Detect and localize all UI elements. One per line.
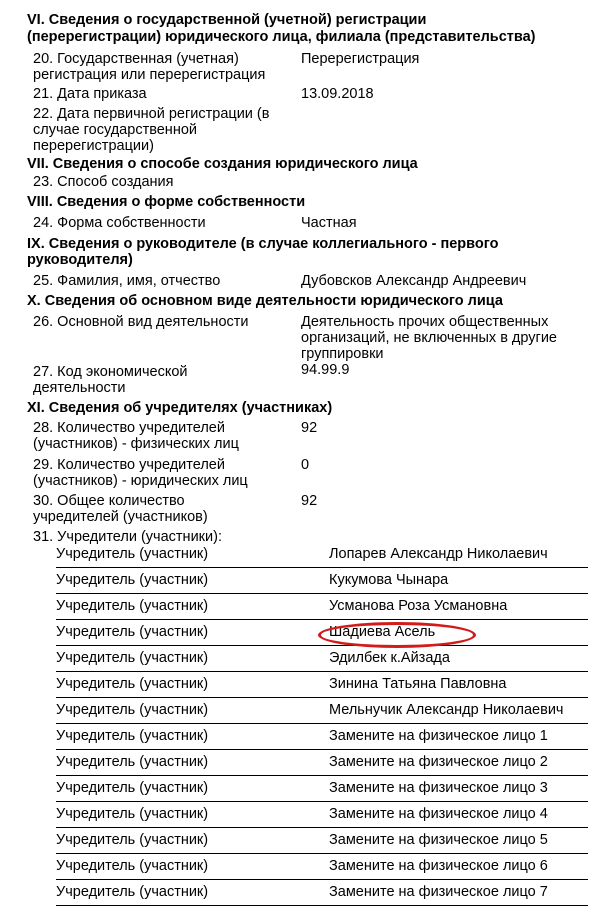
founder-role: Учредитель (участник) [56,728,209,744]
founder-name: Замените на физическое лицо 2 [329,754,548,770]
founder-role: Учредитель (участник) [56,676,209,692]
founder-role: Учредитель (участник) [56,754,209,770]
section-7-title: VII. Сведения о способе создания юридического лица [27,156,418,172]
founder-role: Учредитель (участник) [56,884,209,900]
field-29-label: 29. Количество учредителей [33,457,225,473]
field-25-label: 25. Фамилия, имя, отчество [33,273,221,289]
table-row [56,723,588,750]
field-24-value: Частная [301,215,357,231]
section-6-title: VI. Сведения о государственной (учетной) регистрации [27,12,427,28]
founder-name: Кукумова Чынара [329,572,449,588]
founder-name: Лопарев Александр Николаевич [329,546,548,562]
section-11-title: XI. Сведения об учредителях (участниках) [27,400,333,416]
field-28-label-cont: (участников) - физических лиц [33,436,239,452]
table-row [56,541,588,568]
field-22-label: 22. Дата первичной регистрации (в [33,106,270,122]
section-9-title-cont: руководителя) [27,252,133,268]
table-row [56,749,588,776]
founder-name: Зинина Татьяна Павловна [329,676,507,692]
founder-role: Учредитель (участник) [56,858,209,874]
field-20-label: 20. Государственная (учетная) [33,51,239,67]
field-22-label-cont2: перерегистрации) [33,138,154,154]
founder-role: Учредитель (участник) [56,806,209,822]
field-25-value: Дубовсков Александр Андреевич [301,273,527,289]
founder-name: Эдилбек к.Айзада [329,650,450,666]
field-22-label-cont: случае государственной [33,122,197,138]
field-21-label: 21. Дата приказа [33,86,147,102]
table-row [56,671,588,698]
founder-role: Учредитель (участник) [56,650,209,666]
table-row [56,775,588,802]
founder-role: Учредитель (участник) [56,546,209,562]
founder-name: Замените на физическое лицо 6 [329,858,548,874]
table-row [56,879,588,906]
field-23-label: 23. Способ создания [33,174,174,190]
founder-name: Замените на физическое лицо 1 [329,728,548,744]
founder-role: Учредитель (участник) [56,832,209,848]
field-30-label: 30. Общее количество [33,493,185,509]
section-9-title: IX. Сведения о руководителе (в случае коллегиального - первого [27,236,499,252]
table-row [56,567,588,594]
field-20-value: Перерегистрация [301,51,420,67]
field-20-label-cont: регистрация или перерегистрация [33,67,266,83]
table-row [56,853,588,880]
founder-name: Замените на физическое лицо 3 [329,780,548,796]
field-24-label: 24. Форма собственности [33,215,206,231]
table-row [56,697,588,724]
founder-role: Учредитель (участник) [56,572,209,588]
field-27-value: 94.99.9 [301,362,350,378]
table-row [56,827,588,854]
founder-name: Замените на физическое лицо 5 [329,832,548,848]
section-8-title: VIII. Сведения о форме собственности [27,194,306,210]
field-27-label: 27. Код экономической [33,364,188,380]
field-27-label-cont: деятельности [33,380,126,396]
section-6-title-cont: (перерегистрации) юридического лица, филиала (представительства) [27,29,536,45]
field-26-value-cont: организаций, не включенных в другие [301,330,558,346]
founder-role: Учредитель (участник) [56,598,209,614]
highlight-ellipse [318,622,476,648]
founder-name: Замените на физическое лицо 7 [329,884,548,900]
field-30-value: 92 [301,493,318,509]
table-row [56,645,588,672]
founder-role: Учредитель (участник) [56,702,209,718]
field-28-value: 92 [301,420,318,436]
section-10-title: X. Сведения об основном виде деятельности юридического лица [27,293,503,309]
table-row [56,593,588,620]
founder-role: Учредитель (участник) [56,624,209,640]
table-row [56,801,588,828]
founder-name: Шадиева Асель [329,624,436,640]
field-28-label: 28. Количество учредителей [33,420,225,436]
founder-name: Усманова Роза Усмановна [329,598,508,614]
field-30-label-cont: учредителей (участников) [33,509,208,525]
founder-name: Замените на физическое лицо 4 [329,806,548,822]
field-29-label-cont: (участников) - юридических лиц [33,473,248,489]
field-26-value-cont2: группировки [301,346,384,362]
field-26-label: 26. Основной вид деятельности [33,314,249,330]
field-31-label: 31. Учредители (участники): [33,529,222,545]
field-21-value: 13.09.2018 [301,86,374,102]
founder-role: Учредитель (участник) [56,780,209,796]
founder-name: Мельнучик Александр Николаевич [329,702,564,718]
field-26-value: Деятельность прочих общественных [301,314,549,330]
field-29-value: 0 [301,457,310,473]
